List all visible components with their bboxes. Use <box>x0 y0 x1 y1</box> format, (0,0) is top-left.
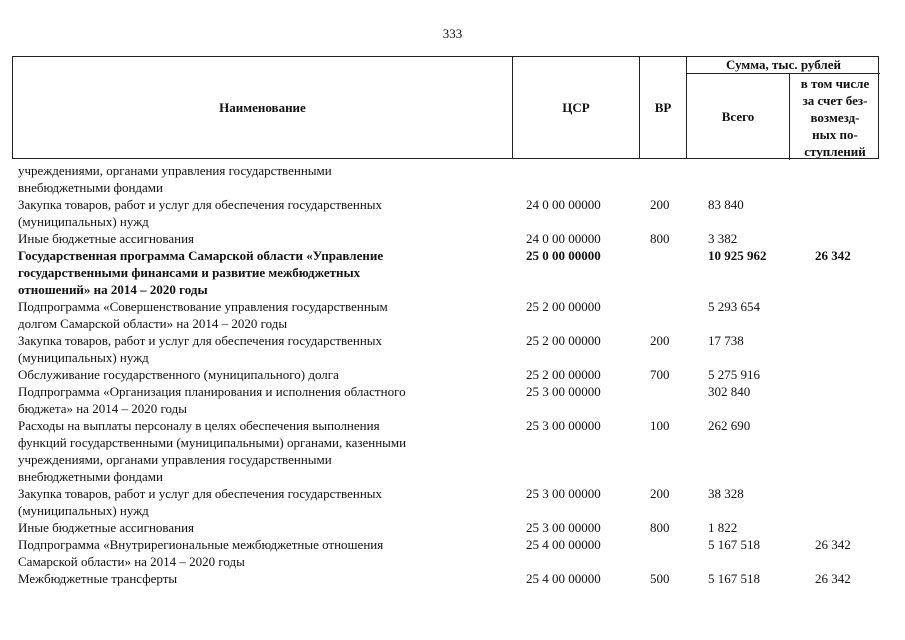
row-total: 5 167 518 <box>708 571 760 586</box>
row-csr: 25 3 00 00000 <box>526 384 601 399</box>
row-free-receipts: 26 342 <box>815 248 851 263</box>
row-total: 83 840 <box>708 197 744 212</box>
row-total: 5 275 916 <box>708 367 760 382</box>
row-name: Закупка товаров, работ и услуг для обеспечения государственных (муниципальных) нужд <box>18 486 383 518</box>
table-row <box>18 366 888 383</box>
row-csr: 25 2 00 00000 <box>526 367 601 382</box>
table-row <box>18 383 888 417</box>
row-total: 38 328 <box>708 486 744 501</box>
table-row <box>18 536 888 570</box>
table-row <box>18 230 888 247</box>
row-csr: 25 3 00 00000 <box>526 486 601 501</box>
row-vr: 200 <box>650 333 670 348</box>
header-sum-group <box>687 57 880 160</box>
row-vr: 800 <box>650 520 670 535</box>
row-name: Обслуживание государственного (муниципального) долга <box>18 367 339 382</box>
row-vr: 200 <box>650 197 670 212</box>
row-csr: 25 3 00 00000 <box>526 418 601 433</box>
row-vr: 700 <box>650 367 670 382</box>
row-total: 1 822 <box>708 520 738 535</box>
table-row <box>18 332 888 366</box>
row-name: Иные бюджетные ассигнования <box>18 231 195 246</box>
table-row <box>18 417 888 485</box>
row-csr: 25 2 00 00000 <box>526 299 601 314</box>
row-csr: 25 2 00 00000 <box>526 333 601 348</box>
row-csr: 24 0 00 00000 <box>526 197 601 212</box>
row-name: Межбюджетные трансферты <box>18 571 178 586</box>
row-name: Государственная программа Самарской области «Управление государственными финансами и развитие межбюджетных отношений» на 2014 – 2020 годы <box>18 248 384 297</box>
row-name: Подпрограмма «Совершенствование управления государственным долгом Самарской области» на 2014 – 2020 годы <box>18 299 388 331</box>
row-name: Иные бюджетные ассигнования <box>18 520 195 535</box>
table-row <box>18 570 888 587</box>
row-vr: 500 <box>650 571 670 586</box>
header-free-receipts: в том числе за счет без- возмезд- ных по- ступлений <box>800 75 870 159</box>
row-name: Подпрограмма «Организация планирования и исполнения областного бюджета» на 2014 – 2020 годы <box>18 384 406 416</box>
table-row <box>18 519 888 536</box>
row-total: 5 167 518 <box>708 537 760 552</box>
row-total: 10 925 962 <box>708 248 767 263</box>
header-sum-title: Сумма, тыс. рублей <box>687 57 880 74</box>
row-total: 5 293 654 <box>708 299 760 314</box>
table-header <box>12 56 879 159</box>
row-name: Расходы на выплаты персоналу в целях обеспечения выполнения функций государственными (муниципальными) органами, казенными учреждениями, органами управления государственными внебюджетными фондами <box>18 418 407 484</box>
table-row <box>18 247 888 298</box>
row-total: 302 840 <box>708 384 751 399</box>
header-name: Наименование <box>13 57 513 158</box>
table-row <box>18 298 888 332</box>
table-row <box>18 196 888 230</box>
row-name: Подпрограмма «Внутрирегиональные межбюджетные отношения Самарской области» на 2014 – 2020 годы <box>18 537 384 569</box>
header-csr: ЦСР <box>513 57 640 158</box>
table-row <box>18 485 888 519</box>
row-csr: 25 4 00 00000 <box>526 537 601 552</box>
page-number: 333 <box>442 26 463 41</box>
row-name: Закупка товаров, работ и услуг для обеспечения государственных (муниципальных) нужд <box>18 333 383 365</box>
table-body <box>18 162 888 587</box>
row-total: 3 382 <box>708 231 738 246</box>
row-csr: 25 3 00 00000 <box>526 520 601 535</box>
row-csr: 25 0 00 00000 <box>526 248 601 263</box>
row-total: 262 690 <box>708 418 751 433</box>
row-name: учреждениями, органами управления государственными внебюджетными фондами <box>18 163 332 195</box>
row-vr: 200 <box>650 486 670 501</box>
table-row <box>18 162 888 196</box>
row-free-receipts: 26 342 <box>815 571 851 586</box>
row-free-receipts: 26 342 <box>815 537 851 552</box>
header-vr: ВР <box>640 57 687 158</box>
row-total: 17 738 <box>708 333 744 348</box>
row-name: Закупка товаров, работ и услуг для обеспечения государственных (муниципальных) нужд <box>18 197 383 229</box>
row-vr: 800 <box>650 231 670 246</box>
row-csr: 24 0 00 00000 <box>526 231 601 246</box>
header-total: Всего <box>687 74 790 160</box>
row-vr: 100 <box>650 418 670 433</box>
row-csr: 25 4 00 00000 <box>526 571 601 586</box>
